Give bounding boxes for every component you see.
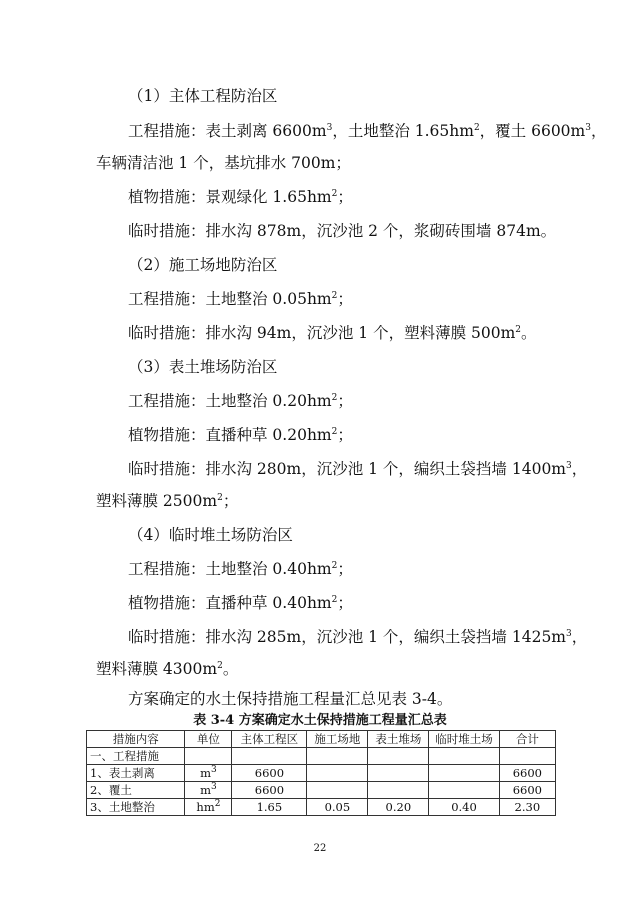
table-header-cell: 合计 [499,731,555,748]
table-cell-total: 6600 [499,765,555,782]
section-heading-1: （1）主体工程防治区 [128,87,278,105]
table-cell [429,782,499,799]
table-cell-name: 3、土地整治 [87,799,185,816]
paragraph-engineering-1: 工程措施：表土剥离 $6600m^3$，土地整治 $1.65hm^2$，覆土 $6600m^3$， [128,122,607,140]
table-cell-name: 1、表土剥离 [87,765,185,782]
paragraph-plant-3: 植物措施：直播种草 $0.20hm^2$； [128,426,353,444]
table-cell [232,748,307,765]
table-cell-total: 2.30 [499,799,555,816]
table-cell-total [499,748,555,765]
section-heading-4: （4）临时堆土场防治区 [128,526,293,544]
table-row [87,765,556,782]
table-cell-total: 6600 [499,782,555,799]
table-cell: 6600 [232,782,307,799]
section-heading-3: （3）表土堆场防治区 [128,358,278,376]
table-caption: 表 3-4 方案确定水土保持措施工程量汇总表 [193,713,447,728]
paragraph-temporary-3: 临时措施：排水沟 280m，沉沙池 1 个，编织土袋挡墙 $1400m^3$， [128,460,588,478]
table-cell: 0.05 [307,799,368,816]
page-number: 22 [313,843,327,854]
table-cell: 0.20 [368,799,429,816]
table-row [87,799,556,816]
paragraph-plant-4: 植物措施：直播种草 $0.40hm^2$； [128,594,353,612]
table-header-cell: 单位 [185,731,232,748]
table-cell [368,748,429,765]
paragraph-summary: 方案确定的水土保持措施工程量汇总见表 3-4。 [128,690,453,708]
paragraph-engineering-4: 工程措施：土地整治 $0.40hm^2$； [128,560,353,578]
table-cell-unit: $m^3$ [185,765,232,782]
table-row [87,748,556,765]
paragraph-temporary-2: 临时措施：排水沟 94m，沉沙池 1 个，塑料薄膜 $500m^2$。 [128,324,537,342]
table-cell [368,782,429,799]
table-cell-unit: $hm^2$ [185,799,232,816]
paragraph-temporary-3-cont: 塑料薄膜 $2500m^2$； [96,492,239,510]
paragraph-temporary-4: 临时措施：排水沟 285m，沉沙池 1 个，编织土袋挡墙 $1425m^3$， [128,628,588,646]
table-cell [429,748,499,765]
table-header-cell: 主体工程区 [232,731,307,748]
table-cell-unit [185,748,232,765]
table-cell [429,765,499,782]
table-header-cell: 施工场地 [307,731,368,748]
section-heading-2: （2）施工场地防治区 [128,256,278,274]
table-cell-unit: $m^3$ [185,782,232,799]
paragraph-engineering-3: 工程措施：土地整治 $0.20hm^2$； [128,392,353,410]
paragraph-plant-1: 植物措施：景观绿化 $1.65hm^2$； [128,188,353,206]
paragraph-engineering-2: 工程措施：土地整治 $0.05hm^2$； [128,290,353,308]
measures-table [86,730,556,816]
paragraph-temporary-1: 临时措施：排水沟 878m，沉沙池 2 个，浆砌砖围墙 874m。 [128,222,557,240]
table-header-row [87,731,556,748]
table-cell: 1.65 [232,799,307,816]
table-header-cell: 表土堆场 [368,731,429,748]
table-cell [307,765,368,782]
table-cell [307,748,368,765]
table-cell-name: 2、覆土 [87,782,185,799]
table-cell: 0.40 [429,799,499,816]
paragraph-engineering-1-cont: 车辆清洁池 1 个，基坑排水 700m； [96,154,351,172]
table-header-cell: 措施内容 [87,731,185,748]
table-cell [368,765,429,782]
table-cell [307,782,368,799]
paragraph-temporary-4-cont: 塑料薄膜 $4300m^2$。 [96,660,239,678]
table-row [87,782,556,799]
table-cell: 6600 [232,765,307,782]
table-header-cell: 临时堆土场 [429,731,499,748]
table-cell-name: 一、工程措施 [87,748,185,765]
